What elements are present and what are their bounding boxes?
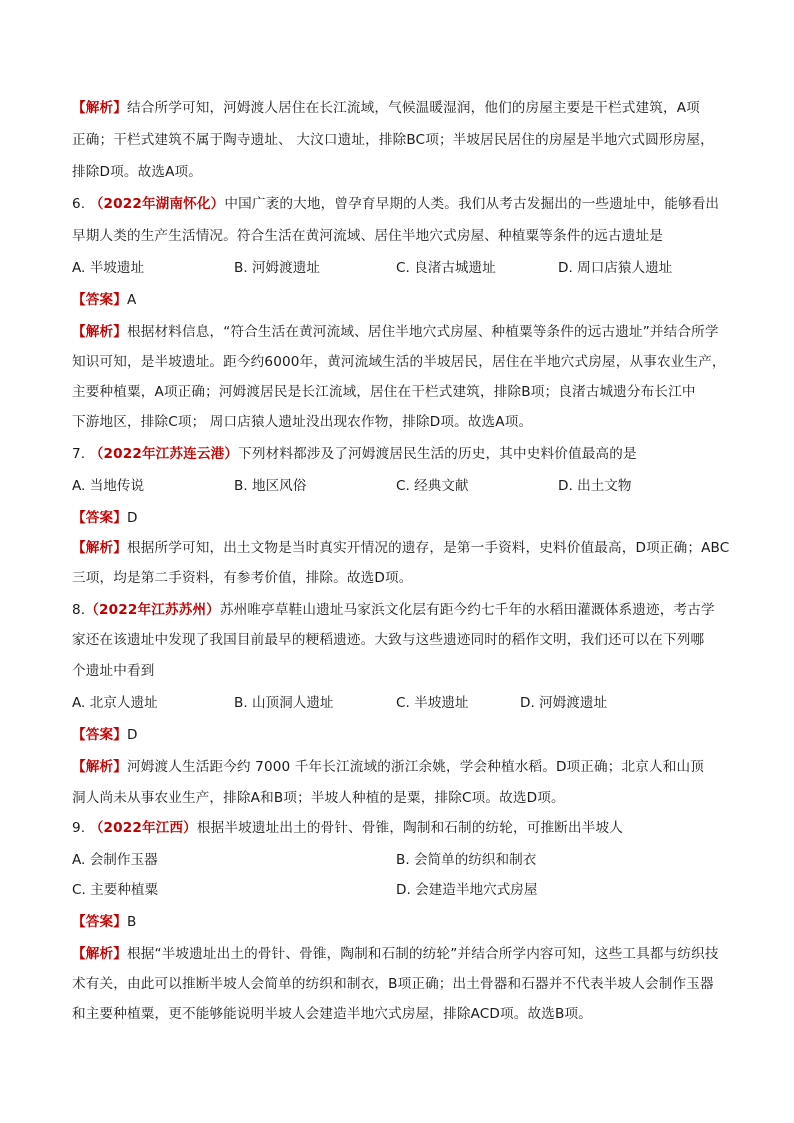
q6-option-b: B. 河姆渡遗址 [234, 260, 320, 276]
analysis-label: 【解析】 [72, 946, 127, 962]
answer-label: 【答案】 [72, 727, 127, 743]
q8-number: 8. [72, 602, 86, 618]
q5-analysis-line-3: 排除D项。故选A项。 [72, 164, 203, 180]
q9-option-c: C. 主要种植粟 [72, 882, 159, 898]
q9-option-b: B. 会简单的纺织和制衣 [396, 852, 537, 868]
q5-analysis-line-1: 【解析】结合所学可知，河姆渡人居住在长江流域，气候温暖湿润，他们的房屋主要是干栏式建筑，A项 [72, 100, 700, 116]
q6-stem-line-1: 6. （2022年湖南怀化）中国广袤的大地，曾孕育早期的人类。我们从考古发掘出的一些遗址中，能够看出 [72, 196, 720, 212]
q8-analysis-line-1: 【解析】河姆渡人生活距今约 7000 千年长江流域的浙江余姚，学会种植水稻。D项正确；北京人和山顶 [72, 759, 704, 775]
q7-answer [72, 508, 138, 528]
q6-analysis-line-4: 下游地区，排除C项； 周口店猿人遗址没出现农作物，排除D项。故选A项。 [72, 414, 533, 430]
q6-analysis-line-2: 知识可知，是半坡遗址。距今约6000年，黄河流域生活的半坡居民，居住在半地穴式房屋，从事农业生产， [72, 354, 726, 370]
q9-answer [72, 912, 136, 932]
q8-option-c: C. 半坡遗址 [396, 695, 469, 711]
q7-source: （2022年江苏连云港） [89, 446, 239, 462]
q5-analysis-line-2: 正确；干栏式建筑不属于陶寺遗址、 大汶口遗址，排除BC项；半坡居民居住的房屋是半地穴式圆形房屋， [72, 132, 714, 148]
answer-label: 【答案】 [72, 510, 127, 526]
q6-option-c: C. 良渚古城遗址 [396, 260, 496, 276]
q9-option-d: D. 会建造半地穴式房屋 [396, 882, 538, 898]
q6-number: 6. [72, 196, 86, 212]
q7-option-c: C. 经典文献 [396, 478, 469, 494]
q6-option-a: A. 半坡遗址 [72, 260, 145, 276]
q6-analysis-line-3: 主要种植粟，A项正确；河姆渡居民是长江流域，居住在干栏式建筑，排除B项；良渚古城遗分布长江中 [72, 384, 696, 400]
q8-stem-line-3: 个遗址中看到 [72, 663, 155, 679]
q9-analysis-line-2: 术有关，由此可以推断半坡人会简单的纺织和制衣，B项正确；出土骨器和石器并不代表半坡人会制作玉器 [72, 976, 714, 992]
q6-answer-value: A [126, 292, 137, 308]
q8-answer [72, 725, 138, 745]
q7-option-b: B. 地区风俗 [234, 478, 307, 494]
q8-analysis-line-2: 洞人尚未从事农业生产，排除A和B项；半坡人种植的是粟，排除C项。故选D项。 [72, 790, 565, 806]
q8-option-d: D. 河姆渡遗址 [520, 695, 608, 711]
q8-option-a: A. 北京人遗址 [72, 695, 158, 711]
q8-option-b: B. 山顶洞人遗址 [234, 695, 334, 711]
analysis-label: 【解析】 [72, 100, 127, 116]
q7-analysis-line-2: 三项，均是第二手资料，有参考价值，排除。故选D项。 [72, 570, 413, 586]
q9-stem-line-1: 9. （2022年江西）根据半坡遗址出土的骨针、骨锥，陶制和石制的纺轮，可推断出半坡人 [72, 820, 623, 836]
q8-stem-line-2: 家还在该遗址中发现了我国目前最早的粳稻遗迹。大致与这些遗迹同时的稻作文明，我们还可以在下列哪 [72, 632, 705, 648]
q6-answer [72, 290, 136, 310]
q6-option-d: D. 周口店猿人遗址 [558, 260, 673, 276]
q9-source: （2022年江西） [89, 820, 197, 836]
q7-analysis-line-1: 【解析】根据所学可知，出土文物是当时真实开情况的遗存，是第一手资料，史料价值最高，D项正确；ABC [72, 540, 730, 556]
q6-stem-line-2: 早期人类的生产生活情况。符合生活在黄河流域、居住半地穴式房屋、种植粟等条件的远古遗址是 [72, 228, 663, 244]
q9-analysis-line-3: 和主要种植粟，更不能够能说明半坡人会建造半地穴式房屋，排除ACD项。故选B项。 [72, 1006, 592, 1022]
q8-source: （2022年江苏苏州） [85, 602, 220, 618]
q7-option-d: D. 出土文物 [558, 478, 632, 494]
q9-option-a: A. 会制作玉器 [72, 852, 158, 868]
q9-answer-value: B [126, 914, 137, 930]
answer-label: 【答案】 [72, 914, 127, 930]
q7-option-a: A. 当地传说 [72, 478, 145, 494]
q7-stem-line-1: 7. （2022年江苏连云港）下列材料都涉及了河姆渡居民生活的历史，其中史料价值最高的是 [72, 446, 637, 462]
analysis-label: 【解析】 [72, 759, 127, 775]
q8-stem-line-1: 8.（2022年江苏苏州）苏州唯亭草鞋山遗址马家浜文化层有距今约七千年的水稻田灌溉体系遗迹，考古学 [72, 602, 715, 618]
q7-number: 7. [72, 446, 86, 462]
q6-source: （2022年湖南怀化） [89, 196, 225, 212]
analysis-label: 【解析】 [72, 324, 127, 340]
q8-answer-value: D [126, 727, 138, 743]
answer-label: 【答案】 [72, 292, 127, 308]
q7-answer-value: D [126, 510, 138, 526]
q9-number: 9. [72, 820, 86, 836]
q6-analysis-line-1: 【解析】根据材料信息，“符合生活在黄河流域、居住半地穴式房屋、种植粟等条件的远古遗址”并结合所学 [72, 324, 719, 340]
q9-analysis-line-1: 【解析】根据“半坡遗址出土的骨针、骨锥，陶制和石制的纺轮”并结合所学内容可知，这些工具都与纺织技 [72, 946, 719, 962]
analysis-label: 【解析】 [72, 540, 127, 556]
